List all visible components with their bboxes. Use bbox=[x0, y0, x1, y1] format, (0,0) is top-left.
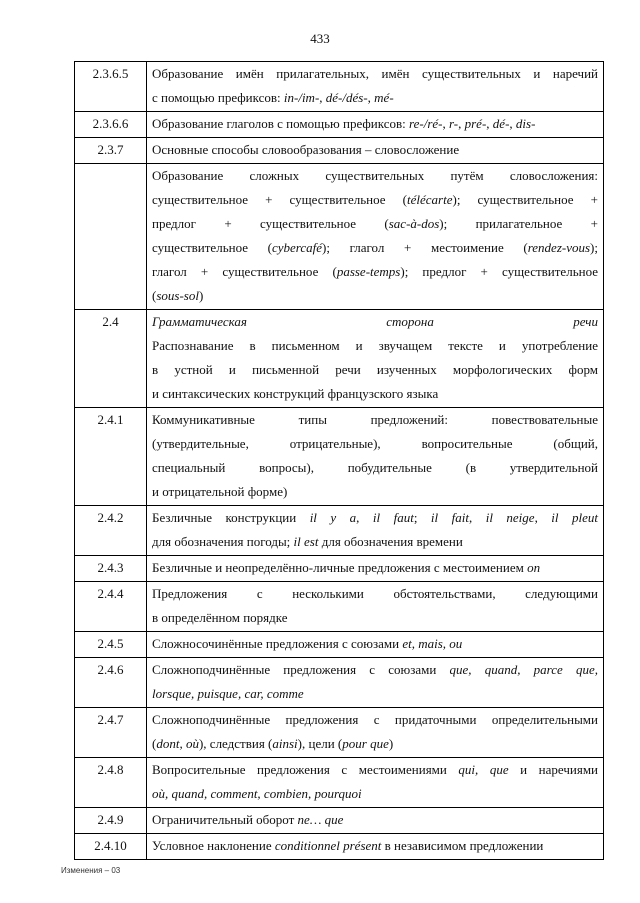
text-line bbox=[152, 86, 598, 110]
page-number: 433 bbox=[310, 31, 330, 46]
text-line bbox=[152, 358, 598, 382]
text-line bbox=[152, 432, 598, 456]
italic-term: il pleut bbox=[551, 510, 598, 525]
text-segment: Сложносочинённые предложения с союзами bbox=[152, 636, 403, 651]
italic-term: ne… que bbox=[297, 812, 344, 827]
italic-term: il faut bbox=[372, 510, 414, 525]
italic-term: mé- bbox=[374, 90, 394, 105]
row-code: 2.4.9 bbox=[75, 808, 147, 834]
text-line bbox=[152, 212, 598, 236]
text-segment: Вопросительные предложения с местоимениями bbox=[152, 762, 459, 777]
row-description bbox=[147, 164, 604, 310]
italic-term: il y a bbox=[309, 510, 357, 525]
row-description bbox=[147, 506, 604, 556]
text-line bbox=[152, 284, 598, 308]
table-row bbox=[75, 164, 604, 310]
text-segment: ), цели ( bbox=[297, 736, 343, 751]
text-line bbox=[152, 782, 598, 806]
table-row bbox=[75, 758, 604, 808]
row-code: 2.3.6.5 bbox=[75, 62, 147, 112]
row-code: 2.4.1 bbox=[75, 408, 147, 506]
table-row bbox=[75, 632, 604, 658]
text-segment: для обозначения погоды; bbox=[152, 534, 294, 549]
row-code: 2.3.6.6 bbox=[75, 112, 147, 138]
text-line bbox=[152, 582, 598, 606]
text-segment: , bbox=[442, 116, 449, 131]
text-line bbox=[152, 310, 598, 334]
row-code: 2.4.6 bbox=[75, 658, 147, 708]
text-line bbox=[152, 382, 598, 406]
text-segment: Безличные и неопределённо-личные предложения с местоимением bbox=[152, 560, 528, 575]
table-row bbox=[75, 808, 604, 834]
page-footer: Изменения – 03 bbox=[61, 866, 121, 875]
text-segment: , bbox=[367, 90, 375, 105]
text-segment: существительное ( bbox=[152, 240, 272, 255]
row-code: 2.3.7 bbox=[75, 138, 147, 164]
row-code: 2.4.3 bbox=[75, 556, 147, 582]
row-code: 2.4.10 bbox=[75, 834, 147, 860]
row-code: 2.4.2 bbox=[75, 506, 147, 556]
row-description bbox=[147, 112, 604, 138]
table-row bbox=[75, 408, 604, 506]
text-segment: , bbox=[486, 116, 493, 131]
text-line bbox=[152, 112, 598, 136]
text-segment: Сложноподчинённые предложения с союзами bbox=[152, 662, 450, 677]
italic-term: il fait bbox=[430, 510, 469, 525]
row-description bbox=[147, 632, 604, 658]
text-segment: Ограничительный оборот bbox=[152, 812, 298, 827]
italic-term: télécarte bbox=[407, 192, 453, 207]
row-description bbox=[147, 834, 604, 860]
text-line bbox=[152, 758, 598, 782]
text-line bbox=[152, 658, 598, 682]
italic-term: que, quand, parce que, bbox=[449, 662, 598, 677]
row-description bbox=[147, 582, 604, 632]
italic-term: qui, que bbox=[458, 762, 509, 777]
table-body bbox=[75, 62, 604, 860]
text-segment: ); прилагательное + bbox=[439, 216, 598, 231]
text-line bbox=[152, 334, 598, 358]
text-line bbox=[152, 682, 598, 706]
row-code bbox=[75, 164, 147, 310]
text-line bbox=[152, 834, 598, 858]
row-description bbox=[147, 808, 604, 834]
italic-term: in-/im- bbox=[283, 90, 320, 105]
text-segment: и синтаксических конструкций французского языка bbox=[152, 386, 439, 401]
text-segment: глагол + существительное ( bbox=[152, 264, 337, 279]
italic-term: conditionnel présent bbox=[274, 838, 382, 853]
text-segment: , bbox=[356, 510, 373, 525]
row-description bbox=[147, 658, 604, 708]
text-segment: Сложноподчинённые предложения с придаточными определительными bbox=[152, 712, 598, 727]
text-segment: ); bbox=[590, 240, 598, 255]
italic-term: dé- bbox=[492, 116, 510, 131]
text-line bbox=[152, 260, 598, 284]
text-segment: , bbox=[468, 510, 486, 525]
text-segment: предлог + существительное ( bbox=[152, 216, 389, 231]
text-segment: с помощью префиксов: bbox=[152, 90, 284, 105]
text-segment: , bbox=[458, 116, 465, 131]
text-segment: для обозначения времени bbox=[318, 534, 463, 549]
row-description bbox=[147, 758, 604, 808]
text-line bbox=[152, 530, 598, 554]
text-segment: и отрицательной форме) bbox=[152, 484, 288, 499]
italic-term: dis- bbox=[515, 116, 536, 131]
text-segment: ; bbox=[413, 510, 431, 525]
text-segment: ); существительное + bbox=[452, 192, 598, 207]
text-line bbox=[152, 808, 598, 832]
text-line bbox=[152, 62, 598, 86]
text-segment: Основные способы словообразования – словосложение bbox=[152, 142, 460, 157]
text-segment: ( bbox=[152, 736, 157, 751]
text-segment: Образование имён прилагательных, имён существительных и наречий bbox=[152, 66, 598, 81]
italic-term: re-/ré- bbox=[409, 116, 443, 131]
italic-term: Грамматическая сторона речи bbox=[152, 314, 598, 329]
text-line bbox=[152, 506, 598, 530]
text-segment: и наречиями bbox=[508, 762, 598, 777]
text-line bbox=[152, 408, 598, 432]
text-segment: в определённом порядке bbox=[152, 610, 288, 625]
italic-term: il neige bbox=[485, 510, 535, 525]
italic-term: sous-sol bbox=[156, 288, 199, 303]
italic-term: on bbox=[527, 560, 541, 575]
text-segment: Образование глаголов с помощью префиксов: bbox=[152, 116, 410, 131]
italic-term: pré- bbox=[464, 116, 487, 131]
text-segment: , bbox=[509, 116, 516, 131]
row-code: 2.4.8 bbox=[75, 758, 147, 808]
text-segment: в независимом предложении bbox=[381, 838, 544, 853]
italic-term: dé-/dés- bbox=[325, 90, 368, 105]
text-line bbox=[152, 708, 598, 732]
table-row bbox=[75, 556, 604, 582]
row-description bbox=[147, 408, 604, 506]
table-row bbox=[75, 582, 604, 632]
italic-term: lorsque, puisque, car, comme bbox=[152, 686, 304, 701]
text-segment: специальный вопросы), побудительные (в утвердительной bbox=[152, 460, 598, 475]
italic-term: ainsi bbox=[272, 736, 298, 751]
text-segment: ); предлог + существительное bbox=[400, 264, 599, 279]
text-segment: , bbox=[534, 510, 552, 525]
row-description bbox=[147, 138, 604, 164]
italic-term: rendez-vous bbox=[527, 240, 591, 255]
row-description bbox=[147, 310, 604, 408]
row-description bbox=[147, 556, 604, 582]
row-code: 2.4.5 bbox=[75, 632, 147, 658]
table-row bbox=[75, 310, 604, 408]
curriculum-table bbox=[74, 61, 604, 860]
text-segment: Условное наклонение bbox=[152, 838, 275, 853]
table-row bbox=[75, 112, 604, 138]
text-segment: (утвердительные, отрицательные), вопросительные (общий, bbox=[152, 436, 598, 451]
italic-term: cybercafé bbox=[271, 240, 323, 255]
text-line bbox=[152, 632, 598, 656]
italic-term: dont, où bbox=[156, 736, 199, 751]
italic-term: passe-temps bbox=[336, 264, 401, 279]
row-code: 2.4 bbox=[75, 310, 147, 408]
text-segment: существительное + существительное ( bbox=[152, 192, 408, 207]
text-segment: Образование сложных существительных путём словосложения: bbox=[152, 168, 598, 183]
italic-term: il est bbox=[293, 534, 319, 549]
text-line bbox=[152, 732, 598, 756]
table-row bbox=[75, 506, 604, 556]
row-code: 2.4.4 bbox=[75, 582, 147, 632]
table-row bbox=[75, 138, 604, 164]
italic-term: où, quand, comment, combien, pourquoi bbox=[152, 786, 362, 801]
italic-term: sac-à-dos bbox=[388, 216, 440, 231]
table-row bbox=[75, 708, 604, 758]
text-line bbox=[152, 236, 598, 260]
text-segment: , bbox=[319, 90, 326, 105]
text-line bbox=[152, 188, 598, 212]
text-segment: ); глагол + местоимение ( bbox=[322, 240, 528, 255]
row-description bbox=[147, 62, 604, 112]
text-line bbox=[152, 456, 598, 480]
text-segment: Предложения с несколькими обстоятельствами, следующими bbox=[152, 586, 598, 601]
text-segment: в устной и письменной речи изученных морфологических форм bbox=[152, 362, 598, 377]
table-row bbox=[75, 834, 604, 860]
table-row bbox=[75, 62, 604, 112]
text-segment: ) bbox=[388, 736, 394, 751]
italic-term: r- bbox=[448, 116, 459, 131]
text-segment: ), следствия ( bbox=[198, 736, 273, 751]
row-code: 2.4.7 bbox=[75, 708, 147, 758]
text-line bbox=[152, 480, 598, 504]
text-segment: Безличные конструкции bbox=[152, 510, 310, 525]
text-line bbox=[152, 606, 598, 630]
table-row bbox=[75, 658, 604, 708]
text-segment: Распознавание в письменном и звучащем тексте и употребление bbox=[152, 338, 598, 353]
italic-term: pour que bbox=[342, 736, 389, 751]
italic-term: et, mais, ou bbox=[402, 636, 463, 651]
text-segment: ) bbox=[198, 288, 204, 303]
row-description bbox=[147, 708, 604, 758]
text-line bbox=[152, 164, 598, 188]
text-line bbox=[152, 556, 598, 580]
text-line bbox=[152, 138, 598, 162]
text-segment: ( bbox=[152, 288, 157, 303]
text-segment: Коммуникативные типы предложений: повествовательные bbox=[152, 412, 598, 427]
